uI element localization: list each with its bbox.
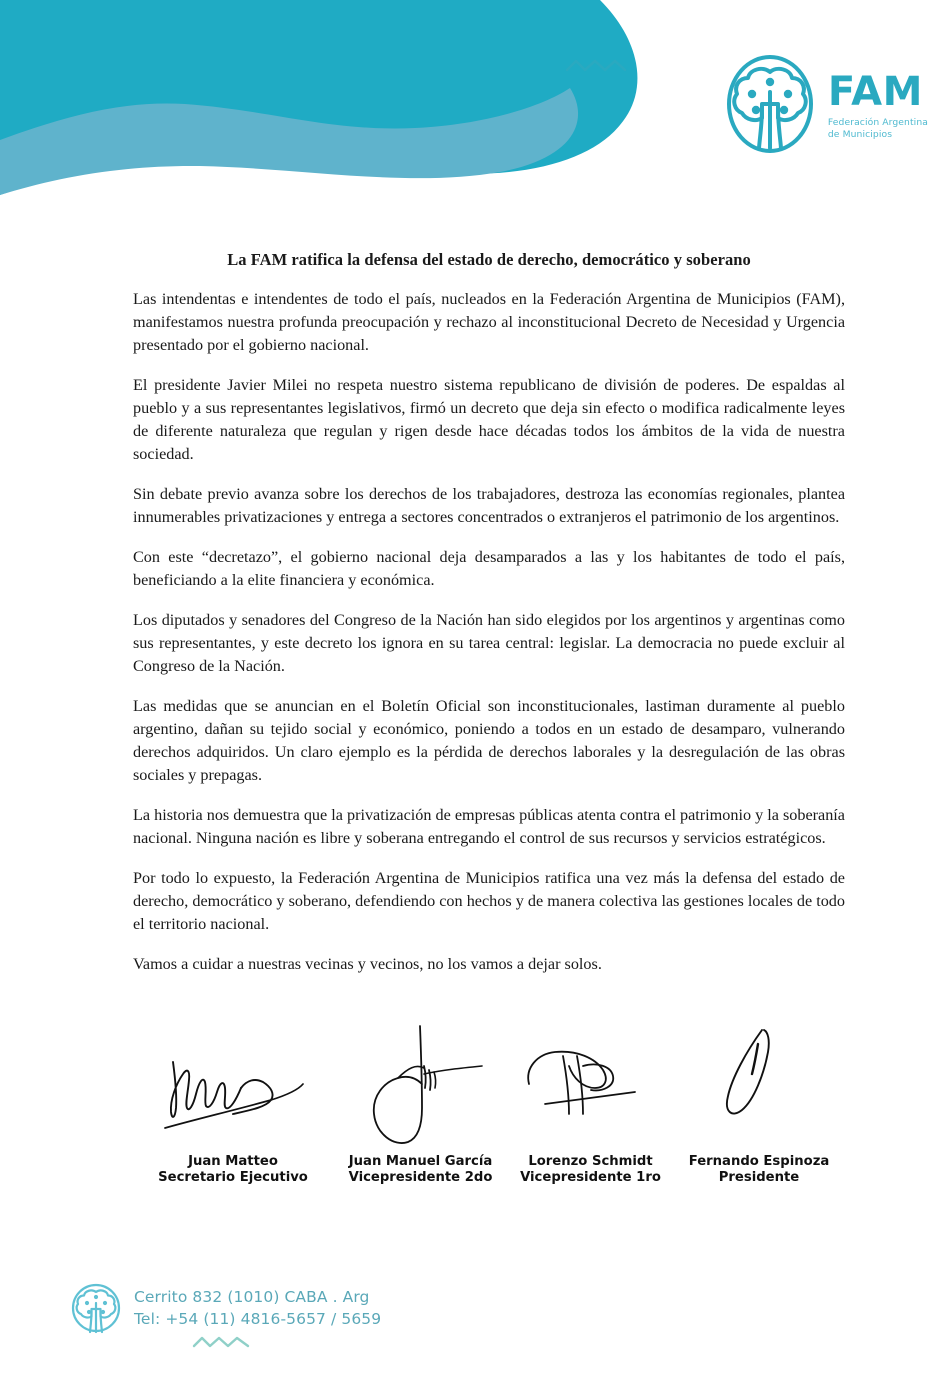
paragraph-2: El presidente Javier Milei no respeta nuestro sistema republicano de división de poderes. De espaldas al pueblo y a sus representantes legislativos, firmó un decreto que deja sin efecto o modifica radicalmente leyes de diferente naturaleza que regulan y rigen desde hace décadas todos los ámbitos de la vida de nuestra sociedad. — [133, 376, 845, 463]
footer-phone: Tel: +54 (11) 4816-5657 / 5659 — [134, 1310, 382, 1328]
signature-role: Vicepresidente 2do — [348, 1170, 493, 1185]
signature-name: Lorenzo Schmidt — [528, 1154, 653, 1169]
paragraph-1: Las intendentas e intendentes de todo el país, nucleados en la Federación Argentina de Municipios (FAM), manifestamos nuestra profunda preocupación y rechazo al inconstitucional Decreto de Necesidad y Urgencia presentado por el gobierno nacional. — [133, 290, 845, 354]
header-wave-shape — [0, 0, 660, 195]
brand-subtitle-line2: de Municipios — [827, 128, 893, 140]
paragraph-9: Vamos a cuidar a nuestras vecinas y vecinos, no los vamos a dejar solos. — [133, 955, 602, 973]
signature-role: Presidente — [718, 1170, 800, 1185]
page-footer — [70, 1282, 381, 1351]
brand-name: FAM — [827, 68, 923, 115]
zigzag-wave-icon — [192, 1333, 250, 1351]
signature-row — [133, 1022, 845, 1185]
fam-brand-lockup — [722, 52, 928, 156]
paragraph-8: Por todo lo expuesto, la Federación Argentina de Municipios ratifica una vez más la defensa del estado de derecho, democrático y soberano, defendiendo con hechos y de manera colectiva las gestiones locales de todo el territorio nacional. — [133, 869, 845, 933]
signature-name: Fernando Espinoza — [688, 1154, 830, 1169]
paragraph-3: Sin debate previo avanza sobre los derechos de los trabajadores, destroza las economías regionales, plantea innumerables privatizaciones y entrega a sectores concentrados o extranjeros el patrimonio de los argentinos. — [133, 485, 845, 526]
document-body — [133, 250, 845, 976]
paragraph-7: La historia nos demuestra que la privatización de empresas públicas atenta contra el patrimonio y la soberanía nacional. Ninguna nación es libre y soberana entregando el control de sus recursos y servicios estratégicos. — [133, 806, 845, 847]
signature-name: Juan Matteo — [188, 1154, 278, 1169]
fam-tree-logo-icon — [722, 52, 818, 156]
signature-name: Juan Manuel García — [348, 1154, 493, 1169]
signature-block-juan-matteo — [133, 1022, 333, 1185]
signature-block-lorenzo-schmidt — [508, 1022, 673, 1185]
handwritten-signature-juan-matteo — [143, 1022, 323, 1148]
page-title: La FAM ratifica la defensa del estado de derecho, democrático y soberano — [227, 250, 751, 269]
zigzag-wave-icon — [565, 55, 627, 77]
signature-role: Secretario Ejecutivo — [158, 1170, 308, 1185]
brand-text-block — [828, 68, 928, 141]
handwritten-signature-fernando-espinoza — [684, 1022, 834, 1148]
footer-address: Cerrito 832 (1010) CABA . Arg — [134, 1288, 370, 1306]
paragraph-6: Las medidas que se anuncian en el Boletín Oficial son inconstitucionales, lastiman duramente al pueblo argentino, dañan su tejido social y económico, poniendo a todos en un estado de desamparo, vulnerando derechos adquiridos. Un claro ejemplo es la pérdida de derechos laborales y la desregulación de las obras sociales y prepagas. — [133, 697, 845, 784]
brand-subtitle — [828, 117, 928, 141]
footer-contact-block — [134, 1282, 381, 1351]
signature-role: Vicepresidente 1ro — [520, 1170, 661, 1185]
signature-block-fernando-espinoza — [673, 1022, 845, 1185]
brand-subtitle-line1: Federación Argentina — [827, 116, 928, 128]
paragraph-4: Con este “decretazo”, el gobierno nacional deja desamparados a las y los habitantes de todo el país, beneficiando a la elite financiera y económica. — [133, 548, 845, 589]
page-header — [0, 0, 950, 195]
handwritten-signature-lorenzo-schmidt — [511, 1022, 671, 1148]
paragraph-5: Los diputados y senadores del Congreso de la Nación han sido elegidos por los argentinos y argentinas como sus representantes, y este decreto los ignora en su tarea central: legislar. La democracia no puede excluir al Congreso de la Nación. — [133, 611, 845, 675]
signature-block-juan-manuel-garcia — [333, 1022, 508, 1185]
fam-tree-circle-icon — [70, 1282, 122, 1338]
handwritten-signature-juan-manuel-garcia — [336, 1022, 506, 1148]
